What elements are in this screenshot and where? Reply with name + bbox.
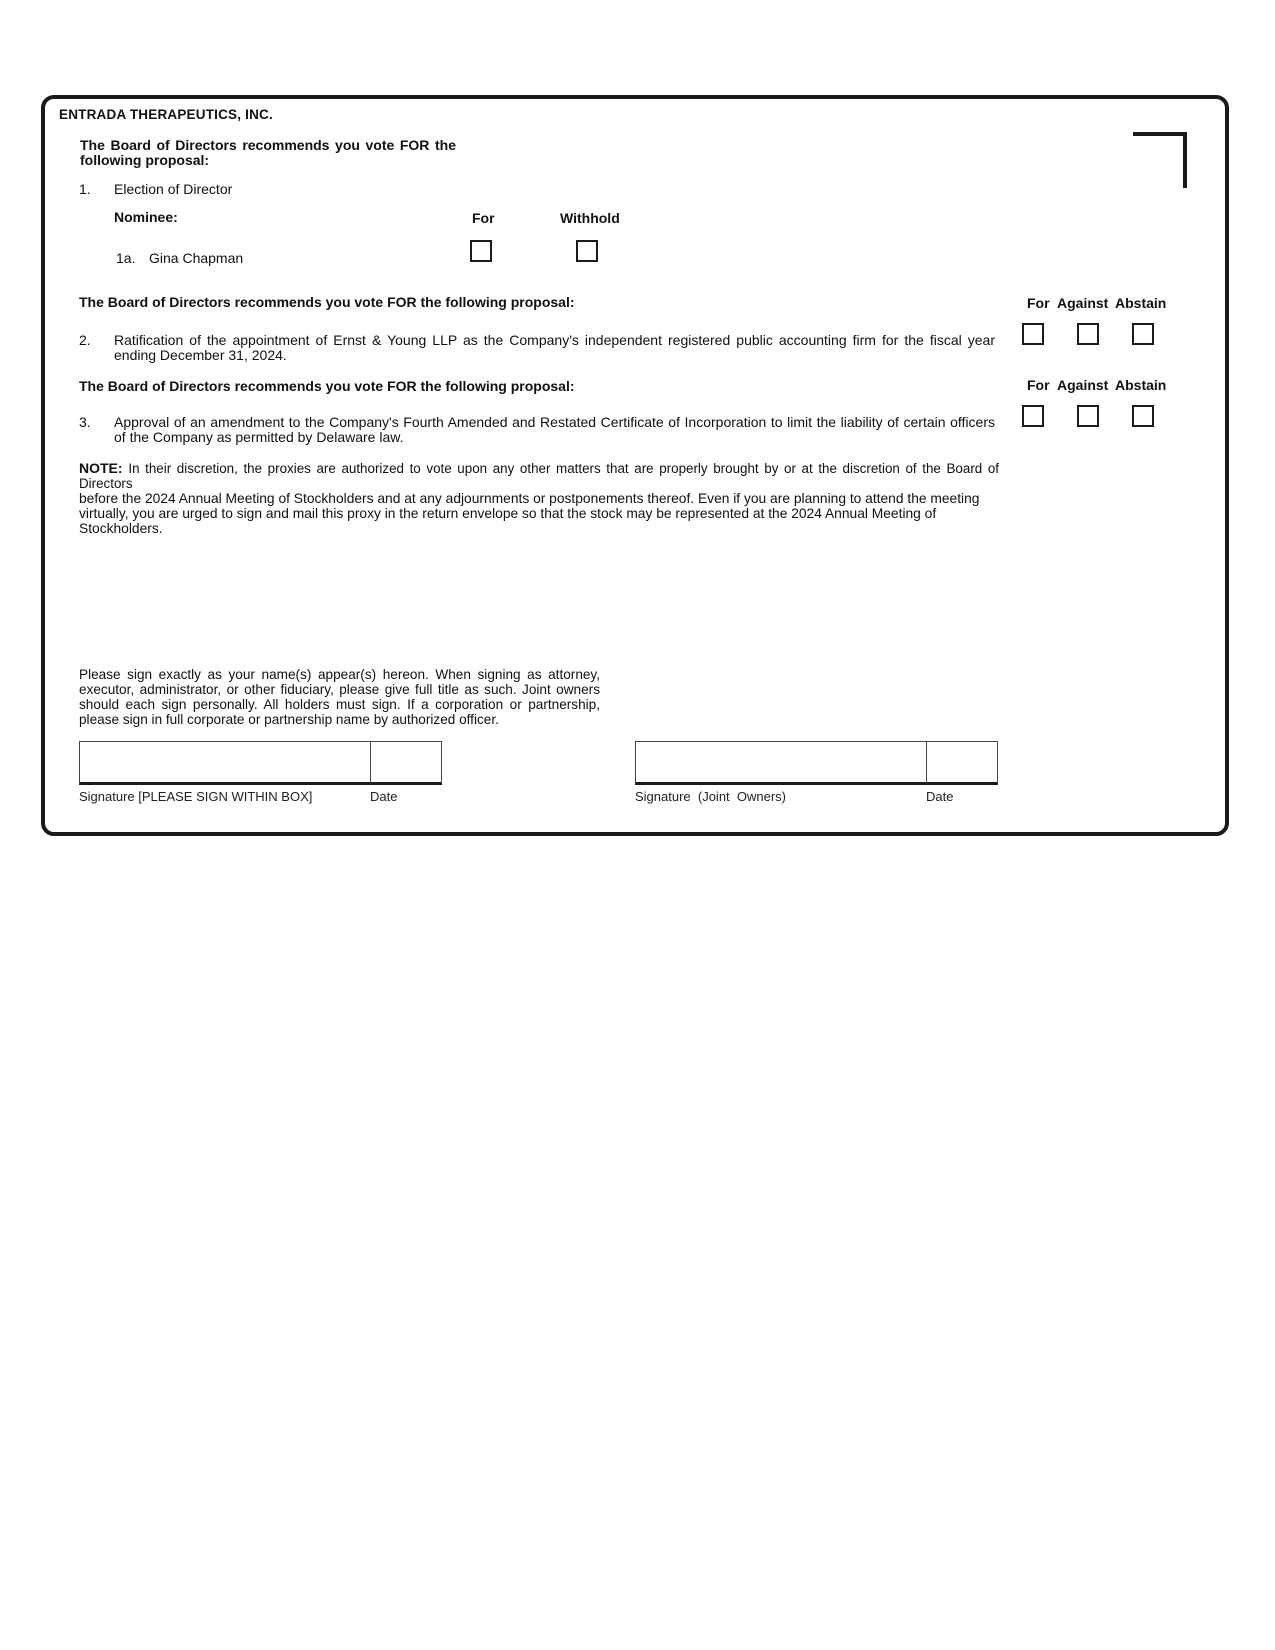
proposal-2-abstain-checkbox[interactable] [1132,323,1154,345]
sign-instructions: Please sign exactly as your name(s) appear(s) hereon. When signing as attorney, executor, administrator, or other fiduciary, please give full title as such. Joint owners should each sign personally. All holders must sign. If a corporation or partnership, please sign in full corporate or partnership name by authorized officer. [79,667,600,727]
nominee-number: 1a. [116,250,136,266]
p3-col-against: Against [1057,377,1109,393]
proposal-1-title: Election of Director [114,181,233,197]
note-text-rest: before the 2024 Annual Meeting of Stockholders and at any adjournments or postponements thereof. Even if you are planning to attend the meeting virtually, you are urged to sign and mail this proxy in the return envelope so that the stock may be represented at the 2024 Annual Meeting of Stockholders. [79,491,980,536]
signature-label: Signature [PLEASE SIGN WITHIN BOX] [79,789,313,804]
signature-date-label: Date [370,789,398,804]
proposal-3-number: 3. [79,414,91,430]
col-withhold-header: Withhold [560,210,620,226]
proposal-3-text: Approval of an amendment to the Company's Fourth Amended and Restated Certificate of Incorporation to limit the liability of certain officers of the Company as permitted by Delaware law. [114,414,995,445]
proposal-2-for-checkbox[interactable] [1022,323,1044,345]
signature-date-box[interactable] [370,741,442,785]
joint-signature-box[interactable] [635,741,927,785]
company-name: ENTRADA THERAPEUTICS, INC. [59,107,273,122]
p2-col-against: Against [1057,295,1109,311]
corner-registration-mark [1133,132,1187,188]
signature-box[interactable] [79,741,371,785]
joint-signature-date-label: Date [926,789,954,804]
note-text-light: In their discretion, the proxies are authorized to vote upon any other matters that are properly brought by or at the discretion of the Board of Directors [79,461,1000,491]
nominee-name: Gina Chapman [149,250,244,266]
recommendation-proposal-1: The Board of Directors recommends you vote FOR the following proposal: [80,137,456,168]
recommendation-proposal-2: The Board of Directors recommends you vote FOR the following proposal: [79,294,575,310]
p3-col-abstain: Abstain [1115,377,1167,393]
proposal-3-against-checkbox[interactable] [1077,405,1099,427]
nominee-1a-withhold-checkbox[interactable] [576,240,598,262]
p2-col-abstain: Abstain [1115,295,1167,311]
joint-signature-label: Signature (Joint Owners) [635,789,787,804]
proposal-3-for-checkbox[interactable] [1022,405,1044,427]
note-first-line [79,461,999,491]
proposal-2-number: 2. [79,332,91,348]
recommendation-proposal-3: The Board of Directors recommends you vote FOR the following proposal: [79,378,575,394]
joint-signature-date-box[interactable] [926,741,998,785]
col-for-header: For [472,210,495,226]
note-paragraph [79,461,999,536]
p2-col-for: For [1027,295,1050,311]
proxy-card [41,95,1229,836]
proposal-1-number: 1. [79,181,91,197]
note-label: NOTE: [79,460,123,476]
p3-col-for: For [1027,377,1050,393]
nominee-header: Nominee: [114,209,178,225]
proposal-2-against-checkbox[interactable] [1077,323,1099,345]
proposal-2-text: Ratification of the appointment of Ernst & Young LLP as the Company's independent registered public accounting firm for the fiscal year ending December 31, 2024. [114,332,995,363]
nominee-1a-for-checkbox[interactable] [470,240,492,262]
proposal-3-abstain-checkbox[interactable] [1132,405,1154,427]
